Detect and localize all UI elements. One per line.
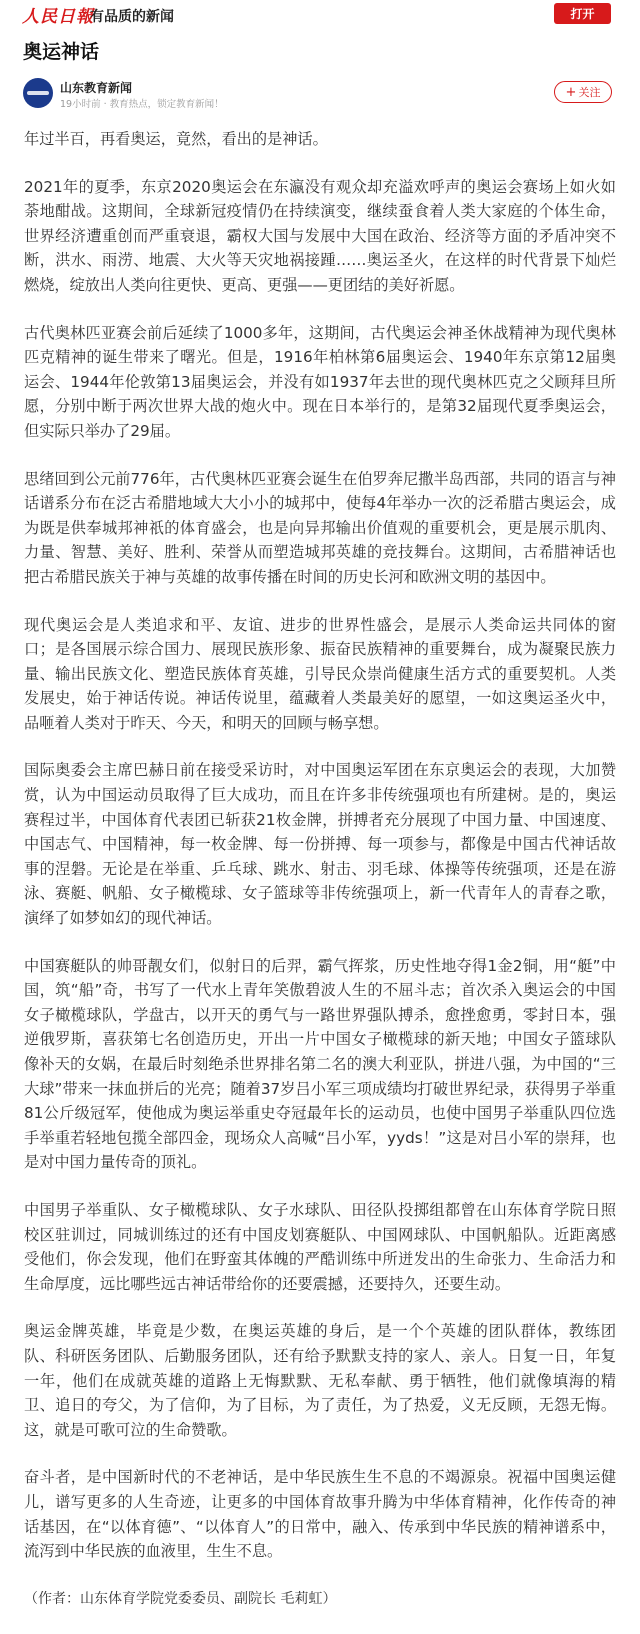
article-paragraph: 古代奥林匹亚赛会前后延续了1000多年，这期间，古代奥运会神圣休战精神为现代奥林匹克精神的诞生带来了曙光。但是，1916年柏林第6届奥运会、1940年东京第12届奥运会、1944年伦敦第13届奥运会，并没有如1937年去世的现代奥林匹克之父顾拜旦所愿，分别中断于两次世界大战的炮火中。现在日本举行的，是第32届现代夏季奥运会，但实际只举办了29届。 — [24, 323, 616, 440]
article-paragraph: 国际奥委会主席巴赫日前在接受采访时，对中国奥运军团在东京奥运会的表现，大加赞赏，认为中国运动员取得了巨大成功，而且在许多非传统强项也有所建树。是的，奥运赛程过半，中国体育代表团已斩获21枚金牌，拼搏者充分展现了中国力量、中国速度、中国志气、中国精神，每一枚金牌、每一份拼搏、每一项参与，都像是中国古代神话故事的涅磐。无论是在举重、乒乓球、跳水、射击、羽毛球、体操等传统强项，还是在游泳、赛艇、帆船、女子橄榄球、女子篮球等非传统强项上，新一代青年人的青春之歌，演绎了如梦如幻的现代神话。 — [24, 761, 616, 928]
plus-icon: + — [565, 84, 577, 100]
logo-text: 人民日報 — [22, 6, 94, 27]
author-meta: 19小时前 · 教育热点，锁定教育新闻！ — [60, 99, 224, 110]
article-paragraph: 奥运金牌英雄，毕竟是少数，在奥运英雄的身后，是一个个英雄的团队群体，教练团队、科研医务团队、后勤服务团队，还有给予默默支持的家人、亲人。日复一日，年复一年，他们在成就英雄的道路上无悔默默、无私奉献、勇于牺牲，他们就像填海的精卫、追日的夸父，为了信仰，为了目标，为了责任，为了热爱，义无反顾，无怨无悔。这，就是可歌可泣的生命赞歌。 — [24, 1322, 616, 1439]
article-paragraph: 奋斗者，是中国新时代的不老神话，是中华民族生生不息的不竭源泉。祝福中国奥运健儿，谱写更多的人生奇迹，让更多的中国体育故事升腾为中华体育精神，化作传奇的神话基因，在“以体育德”、“以体育人”的日常中，融入、传承到中华民族的精神谱系中，流泻到中华民族的血液里，生生不息。 — [24, 1468, 616, 1561]
author-avatar[interactable] — [23, 78, 53, 108]
open-app-button[interactable]: 打开 — [554, 3, 611, 24]
follow-button[interactable] — [554, 81, 612, 103]
app-logo[interactable] — [22, 4, 94, 27]
author-name[interactable]: 山东教育新闻 — [60, 81, 133, 95]
article-paragraph: 现代奥运会是人类追求和平、友谊、进步的世界性盛会，是展示人类命运共同体的窗口；是各国展示综合国力、展现民族形象、振奋民族精神的重要舞台，成为凝聚民族力量、输出民族文化、塑造民族体育英雄，引导民众崇尚健康生活方式的重要契机。人类发展史，始于神话传说。神话传说里，蕴藏着人类最美好的愿望，一如这奥运圣火中，品咂着人类对于昨天、今天，和明天的回顾与畅享想。 — [24, 615, 616, 732]
logo-slogan: 有品质的新闻 — [90, 9, 174, 25]
article-paragraph: 年过半百，再看奥运，竟然，看出的是神话。 — [24, 130, 328, 148]
article-paragraph: 中国男子举重队、女子橄榄球队、女子水球队、田径队投掷组都曾在山东体育学院日照校区驻训过，同城训练过的还有中国皮划赛艇队、中国网球队、中国帆船队。近距离感受他们，你会发现，他们在野蛮其体魄的严酷训练中所迸发出的生命张力、生命活力和生命厚度，远比哪些远古神话带给你的还要震撼，还要持久，还要生动。 — [24, 1200, 616, 1293]
article-body — [24, 127, 616, 1634]
article-title: 奥运神话 — [23, 41, 100, 63]
article-paragraph: 2021年的夏季，东京2020奥运会在东瀛没有观众却充溢欢呼声的奥运会赛场上如火如荼地酣战。这期间，全球新冠疫情仍在持续演变，继续蚕食着人类大家庭的个体生命，世界经济遭重创而严重衰退，霸权大国与发展中大国在政治、经济等方面的矛盾冲突不断，洪水、雨涝、地震、大火等天灾地祸接踵……奥运圣火，在这样的时代背景下灿烂燃烧，绽放出人类向往更快、更高、更强——更团结的美好祈愿。 — [24, 177, 616, 294]
avatar-logo-icon — [27, 91, 49, 95]
author-signature: （作者：山东体育学院党委委员、副院长 毛莉虹） — [24, 1590, 337, 1607]
article-paragraph: 思绪回到公元前776年，古代奥林匹亚赛会诞生在伯罗奔尼撒半岛西部，共同的语言与神话谱系分布在泛古希腊地域大大小小的城邦中，使每4年举办一次的泛希腊古奥运会，成为既是供奉城邦神祇的体育盛会，也是向异邦输出价值观的重要机会，更是展示肌肉、力量、智慧、美好、胜利、荣誉从而塑造城邦英雄的竞技舞台。这期间，古希腊神话也把古希腊民族关于神与英雄的故事传播在时间的历史长河和欧洲文明的基因中。 — [24, 469, 616, 586]
top-bar — [0, 0, 640, 28]
article-paragraph: 中国赛艇队的帅哥靓女们，似射日的后羿，霸气挥浆，历史性地夺得1金2铜，用“艇”中国，筑“船”奇，书写了一代水上青年笑傲碧波人生的不屈斗志；首次杀入奥运会的中国女子橄榄球队，学盘古，以开天的勇气与一路世界强队搏杀，愈挫愈勇，零封日本，强逆俄罗斯，喜获第七名创造历史，开出一片中国女子橄榄球的新天地；中国女子篮球队像补天的女娲，在最后时刻绝杀世界排名第二名的澳大利亚队，拼进八强，为中国的“三大球”带来一抹血拼后的光亮；随着37岁吕小军三项成绩均打破世界纪录，获得男子举重81公斤级冠军，使他成为奥运举重史夺冠最年长的运动员，也使中国男子举重队四位选手举重若轻地包揽全部四金，现场众人高喊“吕小军，yyds！”这是对吕小军的崇拜，也是对中国力量传奇的顶礼。 — [24, 956, 616, 1172]
author-row — [23, 78, 613, 114]
follow-label: 关注 — [578, 86, 601, 99]
